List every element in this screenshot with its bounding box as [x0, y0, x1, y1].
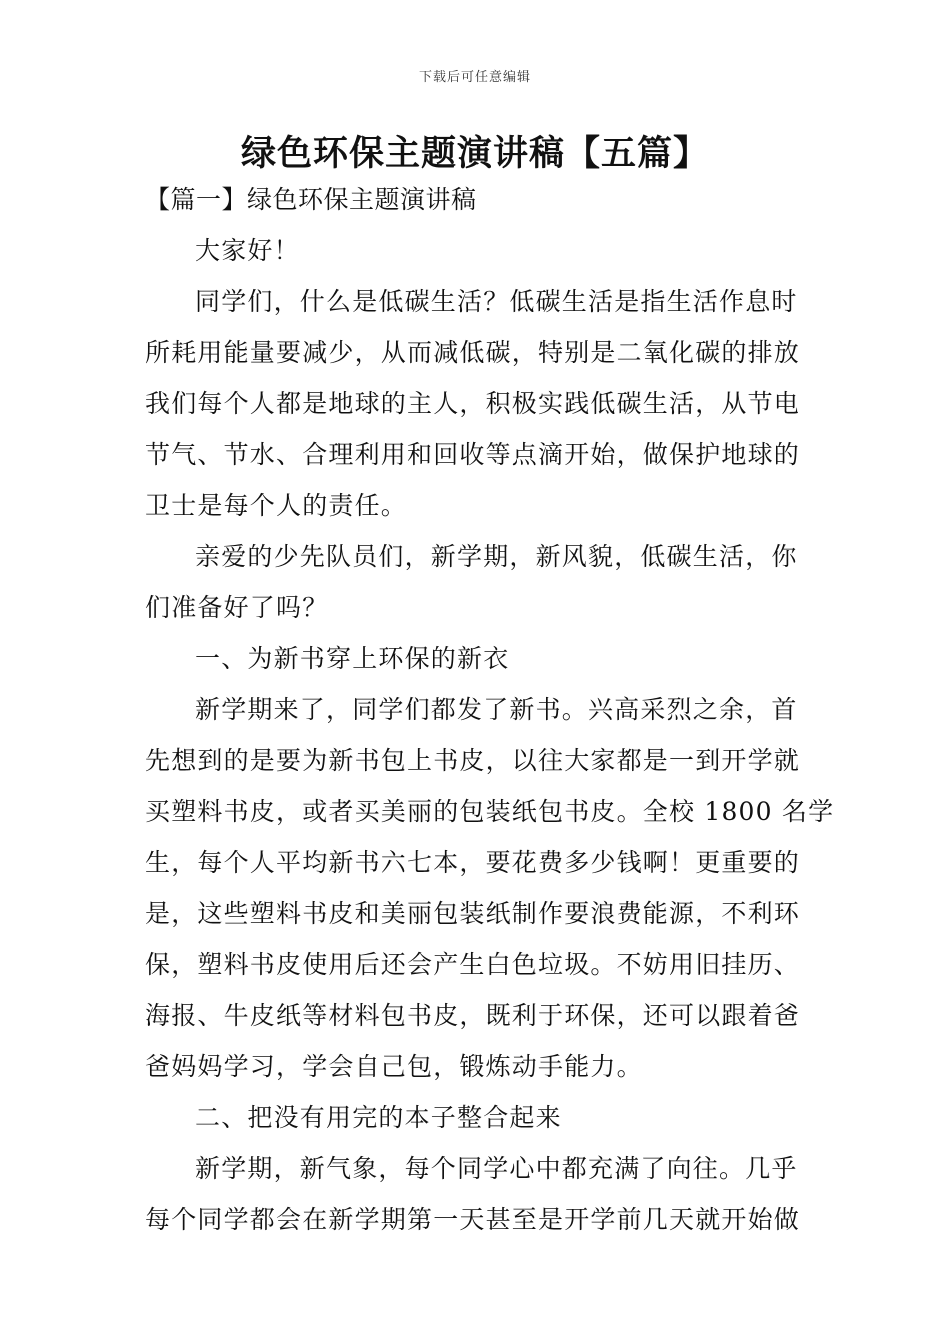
paragraph-line: 新学期来了，同学们都发了新书。兴高采烈之余，首	[195, 695, 798, 724]
paragraph-line: 同学们，什么是低碳生活？低碳生活是指生活作息时	[195, 287, 798, 316]
header-note: 下载后可任意编辑	[418, 70, 531, 85]
paragraph-line: 保，塑料书皮使用后还会产生白色垃圾。不妨用旧挂历、	[145, 950, 801, 979]
paragraph-line: 爸妈妈学习，学会自己包，锻炼动手能力。	[145, 1052, 643, 1081]
paragraph-line: 我们每个人都是地球的主人，积极实践低碳生活，从节电	[145, 389, 801, 418]
paragraph-line: 卫士是每个人的责任。	[145, 491, 408, 520]
paragraph-line: 新学期，新气象，每个同学心中都充满了向往。几乎	[195, 1154, 798, 1183]
document-body	[145, 174, 835, 1245]
section-heading: 【篇一】绿色环保主题演讲稿	[145, 185, 477, 214]
paragraph-line: 节气、节水、合理利用和回收等点滴开始，做保护地球的	[145, 440, 801, 469]
paragraph-line: 买塑料书皮，或者买美丽的包装纸包书皮。全校 1800 名学	[145, 797, 835, 826]
paragraph-line: 生，每个人平均新书六七本，要花费多少钱啊！更重要的	[145, 848, 801, 877]
subsection-heading: 二、把没有用完的本子整合起来	[195, 1103, 562, 1132]
paragraph-line: 先想到的是要为新书包上书皮，以往大家都是一到开学就	[145, 746, 801, 775]
greeting-line: 大家好！	[195, 236, 300, 265]
paragraph-line: 所耗用能量要减少，从而减低碳，特别是二氧化碳的排放	[145, 338, 801, 367]
paragraph-line: 是，这些塑料书皮和美丽包装纸制作要浪费能源，不利环	[145, 899, 801, 928]
subsection-heading: 一、为新书穿上环保的新衣	[195, 644, 510, 673]
paragraph-line: 们准备好了吗？	[145, 593, 329, 622]
document-title: 绿色环保主题演讲稿【五篇】	[240, 133, 709, 174]
paragraph-line: 每个同学都会在新学期第一天甚至是开学前几天就开始做	[145, 1205, 801, 1234]
paragraph-line: 海报、牛皮纸等材料包书皮，既利于环保，还可以跟着爸	[145, 1001, 801, 1030]
paragraph-line: 亲爱的少先队员们，新学期，新风貌，低碳生活，你	[195, 542, 798, 571]
